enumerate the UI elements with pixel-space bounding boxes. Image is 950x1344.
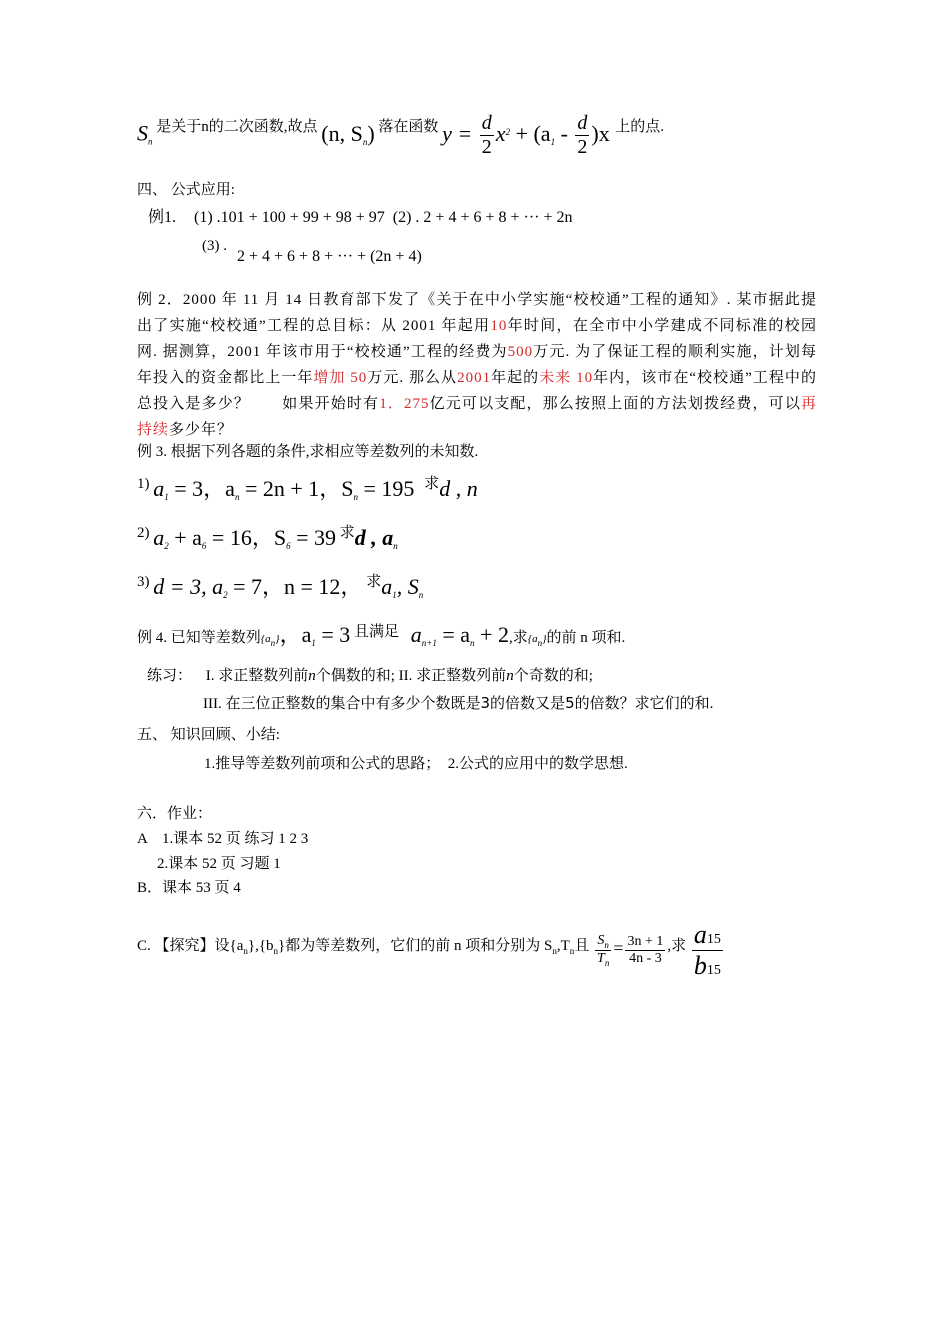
example1-row1	[148, 204, 573, 227]
intro-text-c: 上的点.	[615, 118, 664, 135]
section6-heading: 六．作业：	[137, 806, 213, 822]
section4-heading: 四、 公式应用:	[137, 182, 235, 198]
example3-q2: 2) $a_2 + a_6 = 16$，$S_6 = 39$ 求d , $a_n$	[137, 525, 398, 551]
exercise-line1: 练习： I. 求正整数列前n个偶数的和; II. 求正整数列前n个奇数的和;	[147, 668, 593, 684]
s-symbol: S	[137, 120, 148, 146]
section5-summary: 1.推导等差数列前项和公式的思路； 2.公式的应用中的数学思想.	[204, 756, 628, 772]
homework-c: C. 【探究】设$\{a_n\},\{b_n\}$都为等差数列，它们的前 n 项和分别为 $S_n,T_n$且 $\frac{S_n}{T_n}$ = $\frac{3n + 1}{4n - 3}$ ,求 $\frac{a15}{b15}$	[137, 920, 721, 980]
example3-q3: 3) d = 3, $a_2 = 7$，n = 12， 求$a_1$, $S_n$	[137, 574, 424, 600]
example1-p3-expr: 2 + 4 + 6 + 8 + ··· + (2n + 4)	[237, 248, 422, 265]
homework-b: B．课本 53 页 4	[137, 880, 241, 896]
homework-a1: A 1.课本 52 页 练习 1 2 3	[137, 831, 309, 847]
point-expr: (n, $S_n$)	[321, 120, 375, 147]
intro-text-b: 落在函数	[378, 118, 439, 135]
example1-p3-label: (3) .	[202, 238, 227, 254]
example1-label: 例1.	[148, 209, 177, 226]
example3-heading: 例 3. 根据下列各题的条件,求相应等差数列的未知数.	[137, 444, 479, 460]
example1-p2-label: (2) .	[392, 209, 420, 226]
function-expr: y = $\frac{d}{2}$ $x^2 + (a_1$ - $\frac{d}{2}$ )x	[442, 112, 610, 158]
example3-q1: 1) $a_1 = 3$，$a_n = 2n + 1$，$S_n = 195$ 求d , n	[137, 476, 478, 502]
intro-line: $S_n$ 是关于n的二次函数,故点 (n, $S_n$) 落在函数 y = $\frac{d}{2}$ $x^2 + (a_1$ - $\frac{d}{2}$ )x 上的点.	[137, 112, 664, 158]
example2-paragraph: 例 2．2000 年 11 月 14 日教育部下发了《关于在中小学实施“校校通”工程的通知》. 某市据此提出了实施“校校通”工程的总目标：从 2001 年起用10年时间，在全市中小学建成不同标准的校园网. 据测算，2001 年该市用于“校校通”工程的经费为500万元. 为了保证工程的顺利实施，计划每年投入的资金都比上一年增加 50万元. 那么从2001年起的未来 10年内，该市在“校校通”工程中的总投入是多少？ 如果开始时有1．275亿元可以支配，那么按照上面的方法划拨经费，可以再持续多少年？	[137, 292, 817, 438]
intro-text-a: 是关于n的二次函数,故点	[156, 118, 318, 135]
example1-p2-expr: 2 + 4 + 6 + 8 + ··· + 2n	[423, 209, 573, 226]
example1-p1-label: (1) .	[194, 209, 221, 226]
exercise-line2: III. 在三位正整数的集合中有多少个数既是3的倍数又是5的倍数？求它们的和.	[203, 694, 714, 712]
homework-a2: 2.课本 52 页 习题 1	[157, 856, 281, 872]
example1-p1-expr: 101 + 100 + 99 + 98 + 97	[220, 209, 385, 226]
example4: 例 4. 已知等差数列$\{a_n\}$，$a_1 = 3$ 且满足 $a_{n+1} = a_n + 2$,求$\{a_n\}$的前 n 项和.	[137, 622, 626, 648]
section5-heading: 五、 知识回顾、小结:	[137, 727, 280, 743]
